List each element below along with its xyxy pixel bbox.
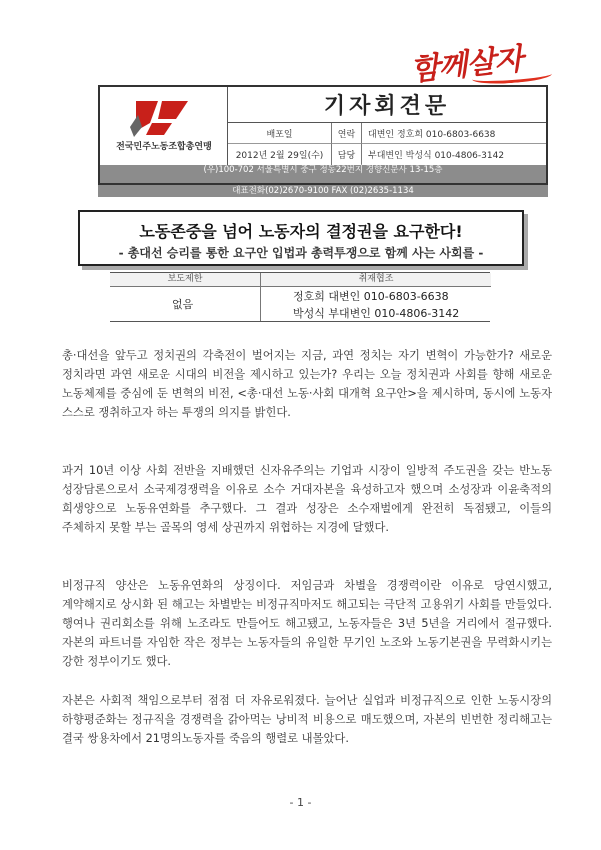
title-cell (228, 87, 546, 123)
contact-1: 정호희 대변인 010-6803-6638 (293, 290, 449, 303)
person-label: 담당 (332, 144, 362, 165)
page-number: - 1 - (289, 796, 312, 809)
contact-line: 대변인 정호희 010-6803-6638 (362, 123, 546, 144)
embargo-value: 없음 (172, 298, 194, 311)
headline-box (78, 210, 524, 266)
date-label: 배포일 (228, 123, 332, 144)
info-grid (228, 123, 546, 165)
paragraph-2: 과거 10년 이상 사회 전반을 지배했던 신자유주의는 기업과 시장이 일방적 주도권을 갖는 반노동 성장담론으로서 소국제경쟁력을 이유로 소수 거대자본을 육성하고자 했으며 소성장과 이윤축적의 희생양으로 노동유연화를 추구했다. 그 결과 성장은 소수재벌에게 완전히 독점됐고, 이들의 주체하지 못할 부는 골목의 영세 상권까지 위협하는 지경에 달했다. (62, 464, 552, 534)
person-line: 부대변인 박성식 010-4806-3142 (368, 151, 505, 161)
contact-2: 박성식 부대변인 010-4806-3142 (293, 307, 460, 320)
headline-subtitle: - 총대선 승리를 통한 요구안 입법과 총력투쟁으로 함께 사는 사회를 - (118, 246, 484, 260)
paragraph-1: 총·대선을 앞두고 정치권의 각축전이 벌어지는 지금, 과연 정치는 자기 변혁이 가능한가? 새로운 정치라면 과연 새로운 시대의 비전을 제시하고 있는가? 우리는 오늘 정치권과 사회를 향해 새로운 노동체제를 중심에 둔 변혁의 비전, <총·대선 노동·사회 대개혁 요구안>을 제시하며, 동시에 노동자 스스로 쟁취하고자 하는 투쟁의 의지를 밝힌다. (62, 349, 552, 419)
paragraph-4: 자본은 사회적 책임으로부터 점점 더 자유로워졌다. 늘어난 실업과 비정규직으로 인한 노동시장의 하향평준화는 정규직을 경쟁력을 갉아먹는 낭비적 비용으로 매도했으며, 자본의 빈번한 정리해고는 결국 쌍용차에서 21명의노동자를 죽음의 행렬로 내몰았다. (62, 694, 552, 745)
cooperation-header: 취재협조 (260, 273, 491, 287)
embargo-table (110, 272, 490, 322)
embargo-divider (260, 286, 261, 321)
press-header (98, 85, 548, 185)
address-band (100, 165, 546, 183)
slogan-logo: 함께살자 (409, 41, 524, 89)
headline-title: 노동존중을 넘어 노동자의 결정권을 요구한다! (139, 222, 463, 241)
date-value: 2012년 2월 29일(수) (228, 144, 332, 165)
embargo-header: 보도제한 (110, 273, 260, 287)
address-text: (우)100-702 서울특별시 중구 정동22번지 경향신문사 13-15층 (203, 165, 443, 175)
doc-title: 기자회견문 (323, 94, 451, 119)
kctu-logo-icon (128, 97, 200, 137)
phone-band: 대표전화(02)2670-9100 FAX (02)2635-1134 (98, 185, 548, 197)
paragraph-3: 비정규직 양산은 노동유연화의 상징이다. 저임금과 차별을 경쟁력이란 이유로 당연시했고, 계약해지로 상시화 된 해고는 차별받는 비정규직마저도 해고되는 극단적 고용위기 사회를 만들었다. 행여나 권리회소를 위해 노조라도 만들어도 해고됐고, 노동자들은 3년 5년을 거리에서 절규했다. 자본의 파트너를 자임한 작은 정부는 노동자들의 유일한 무기인 노조와 노동기본권을 무력화시키는 강한 정부이기도 했다. (62, 579, 552, 668)
org-name: 전국민주노동조합총연맹 (116, 142, 212, 152)
contact-label: 연락 (332, 123, 362, 144)
org-logo-cell (100, 87, 228, 165)
